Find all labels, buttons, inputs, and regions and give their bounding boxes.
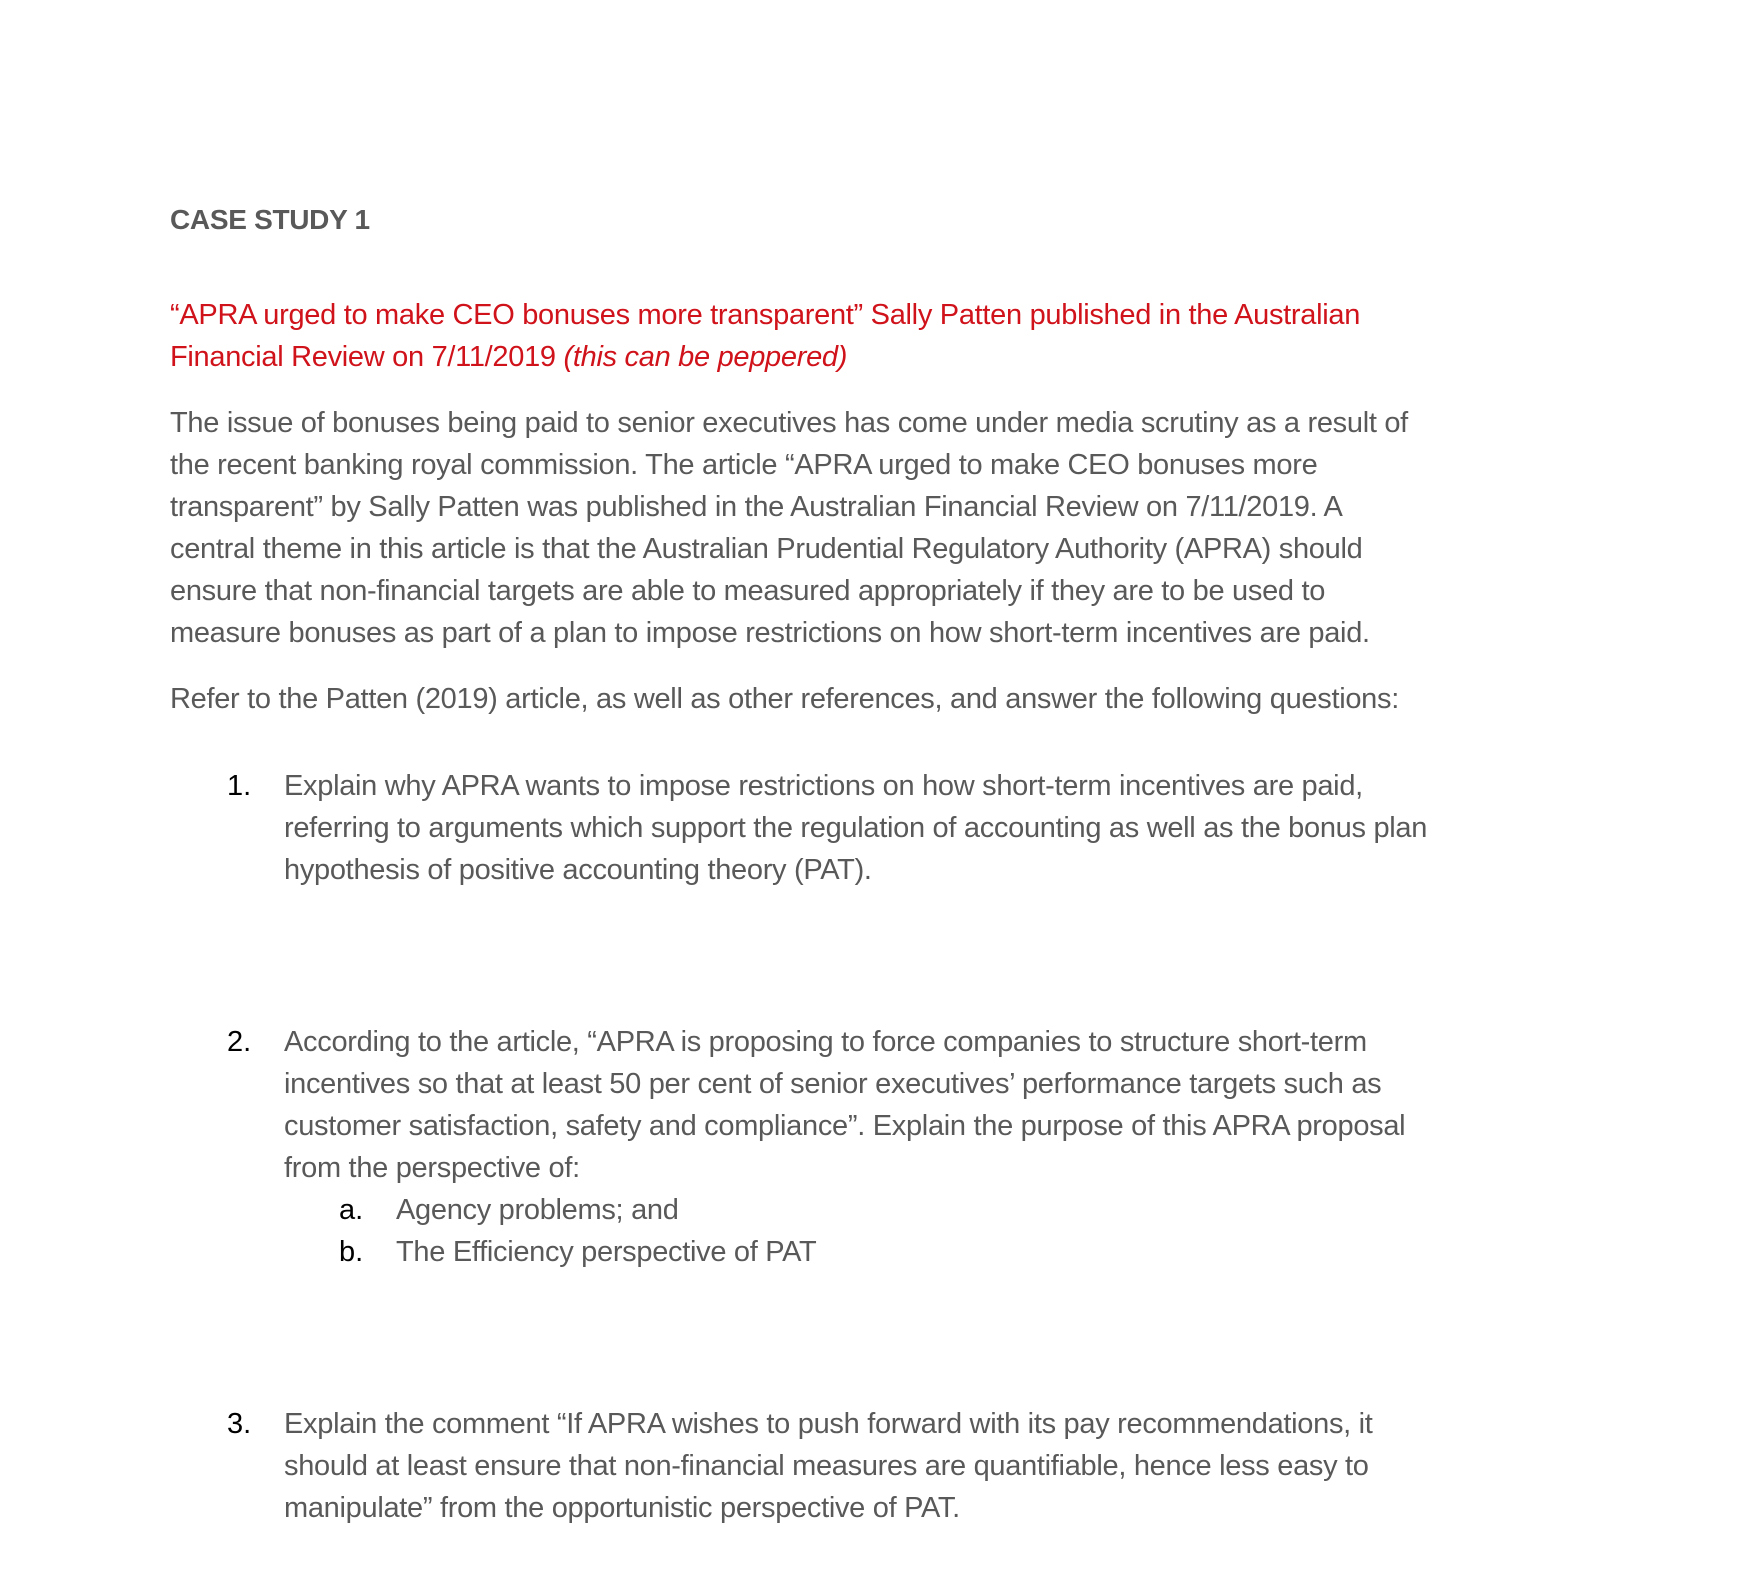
question-number: 3. — [227, 1408, 252, 1440]
article-title-text: Financial Review on 7/11/2019 — [170, 341, 564, 373]
intro-line: the recent banking royal commission. The article “APRA urged to make CEO bonuses more — [170, 449, 1318, 481]
question-line: incentives so that at least 50 per cent of senior executives’ performance targets such as — [284, 1068, 1382, 1100]
question-line: Explain the comment “If APRA wishes to push forward with its pay recommendations, it — [284, 1408, 1373, 1440]
sub-item-letter: b. — [339, 1236, 364, 1268]
question-line: referring to arguments which support the regulation of accounting as well as the bonus plan — [284, 812, 1428, 844]
question-line: According to the article, “APRA is proposing to force companies to structure short-term — [284, 1026, 1367, 1058]
question-number: 1. — [227, 770, 252, 802]
article-title-note: (this can be peppered) — [563, 341, 848, 373]
intro-line: ensure that non-financial targets are able to measured appropriately if they are to be used to — [170, 575, 1326, 607]
intro-line: The issue of bonuses being paid to senior executives has come under media scrutiny as a result of — [170, 407, 1408, 439]
sub-item-text: The Efficiency perspective of PAT — [396, 1236, 817, 1268]
question-line: hypothesis of positive accounting theory (PAT). — [284, 854, 872, 886]
intro-line: transparent” by Sally Patten was published in the Australian Financial Review on 7/11/2019. A — [170, 491, 1343, 523]
intro-line: central theme in this article is that the Australian Prudential Regulatory Authority (APRA) should — [170, 533, 1363, 565]
question-line: manipulate” from the opportunistic perspective of PAT. — [284, 1492, 960, 1524]
question-number: 2. — [227, 1026, 252, 1058]
intro-line: measure bonuses as part of a plan to impose restrictions on how short-term incentives are paid. — [170, 617, 1370, 649]
article-title-line-1: “APRA urged to make CEO bonuses more transparent” Sally Patten published in the Australian — [170, 299, 1361, 331]
sub-item-text: Agency problems; and — [396, 1194, 679, 1226]
question-line: should at least ensure that non-financial measures are quantifiable, hence less easy to — [284, 1450, 1369, 1482]
case-study-heading: CASE STUDY 1 — [170, 204, 370, 235]
question-line: customer satisfaction, safety and compliance”. Explain the purpose of this APRA proposal — [284, 1110, 1406, 1142]
sub-item-letter: a. — [339, 1194, 364, 1226]
instruction-text: Refer to the Patten (2019) article, as well as other references, and answer the following questions: — [170, 683, 1399, 715]
question-line: Explain why APRA wants to impose restrictions on how short-term incentives are paid, — [284, 770, 1363, 802]
article-title-line-2 — [170, 336, 847, 378]
question-line: from the perspective of: — [284, 1152, 580, 1184]
